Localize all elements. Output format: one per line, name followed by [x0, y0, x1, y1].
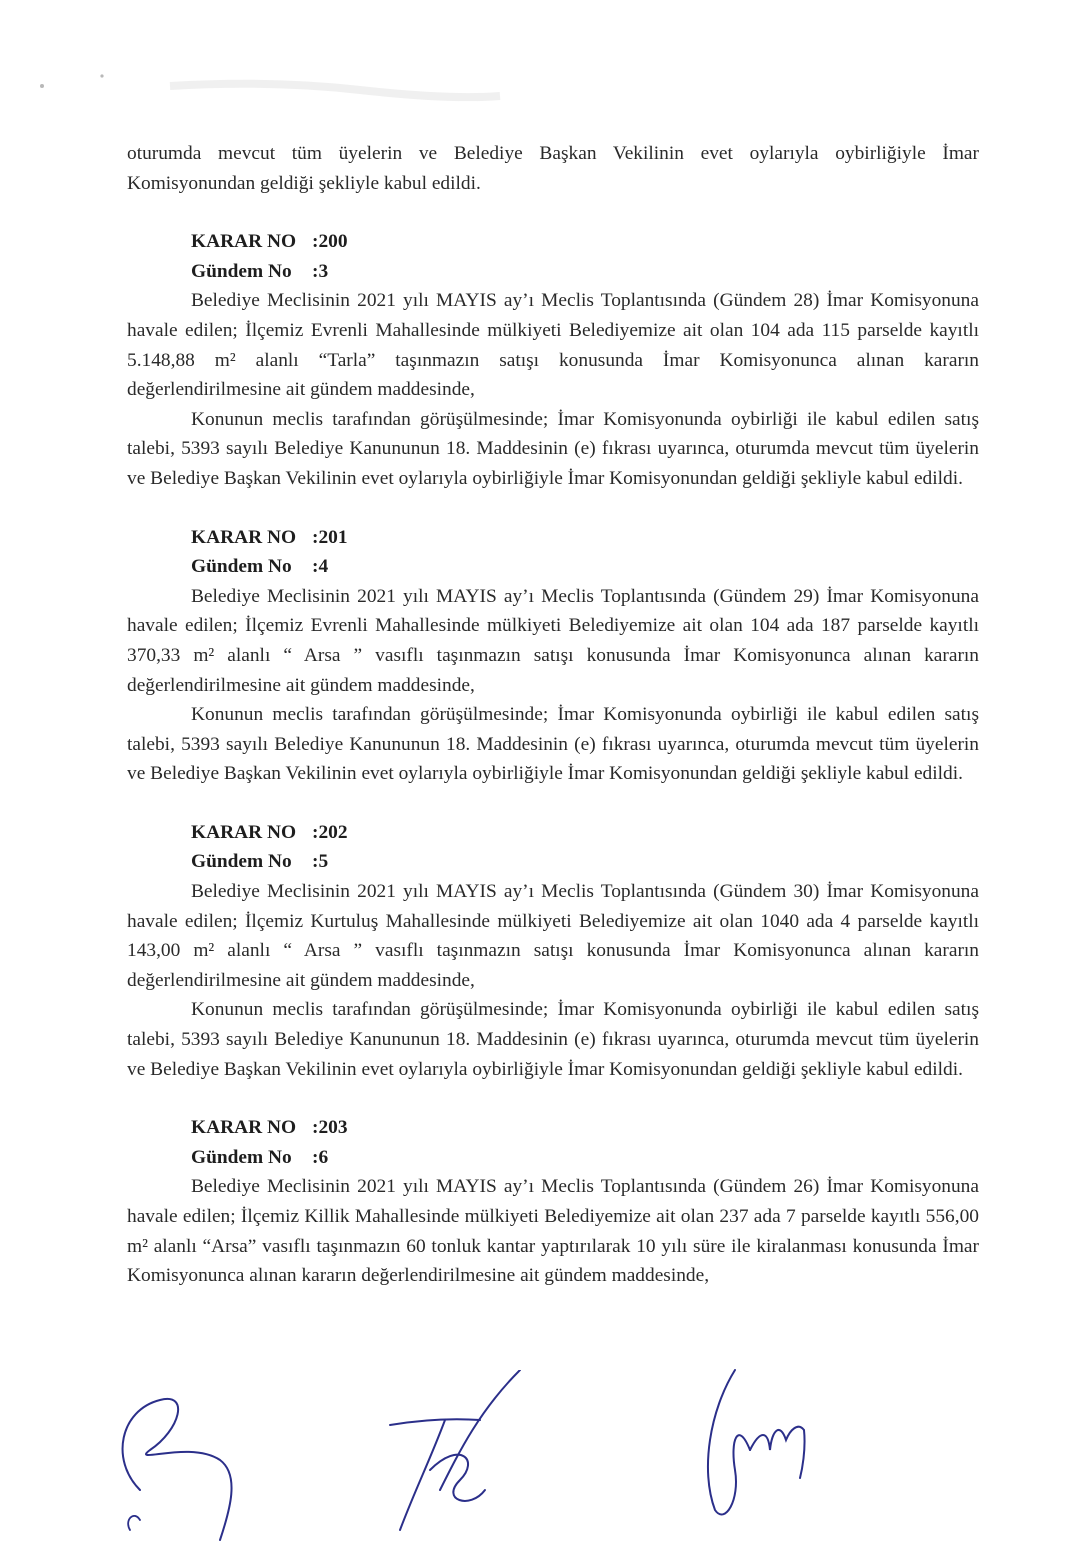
decision-block [127, 227, 979, 493]
karar-no-label: KARAR NO [191, 231, 297, 253]
gundem-no-heading [127, 552, 979, 582]
decision-result-paragraph: Konunun meclis tarafından görüşülmesinde; İmar Komisyonunda oybirliği ile kabul edilen satış talebi, 5393 sayılı Belediye Kanununun 18. Maddesinin (e) fıkrası uyarınca, oturumda mevcut tüm üyelerin ve Belediye Başkan Vekilinin evet oylarıyla oybirliğiyle İmar Komisyonundan geldiği şekliyle kabul edildi. [127, 408, 979, 489]
gundem-no-value: :3 [312, 260, 329, 282]
karar-no-heading [127, 1113, 979, 1143]
decision-paragraph: Belediye Meclisinin 2021 yılı MAYIS ay’ı Meclis Toplantısında (Gündem 26) İmar Komisyonuna havale edilen; İlçemiz Killik Mahallesinde mülkiyeti Belediyemize ait olan 237 ada 7 parselde kayıtlı 556,00 m² alanlı “Arsa” vasıflı taşınmazın 60 tonluk kantar yaptırılarak 10 yılı süre ile kiralanması konusunda İmar Komisyonunca alınan kararın değerlendirilmesine ait gündem maddesinde, [127, 1176, 979, 1287]
decision-paragraph: Belediye Meclisinin 2021 yılı MAYIS ay’ı Meclis Toplantısında (Gündem 28) İmar Komisyonuna havale edilen; İlçemiz Evrenli Mahallesinde mülkiyeti Belediyemize ait olan 104 ada 115 parselde kayıtlı 5.148,88 m² alanlı “Tarla” taşınmazın satışı konusunda İmar Komisyonunca alınan kararın değerlendirilmesine ait gündem maddesinde, [127, 290, 979, 401]
scan-artifact [30, 66, 510, 106]
gundem-no-label: Gündem No [191, 260, 292, 282]
gundem-no-value: :4 [312, 556, 329, 578]
karar-no-label: KARAR NO [191, 1117, 297, 1139]
karar-no-heading [127, 818, 979, 848]
decision-block [127, 818, 979, 1084]
decision-paragraph: Belediye Meclisinin 2021 yılı MAYIS ay’ı Meclis Toplantısında (Gündem 30) İmar Komisyonuna havale edilen; İlçemiz Kurtuluş Mahallesinde mülkiyeti Belediyemize ait olan 1040 ada 4 parselde kayıtlı 143,00 m² alanlı “ Arsa ” vasıflı taşınmazın satışı konusunda İmar Komisyonunca alınan kararın değerlendirilmesine ait gündem maddesinde, [127, 881, 979, 991]
signature-middle [370, 1370, 530, 1540]
intro-paragraph: oturumda mevcut tüm üyelerin ve Belediye Başkan Vekilinin evet oylarıyla oybirliğiyle İmar Komisyonundan geldiği şekliyle kabul edildi. [127, 143, 979, 194]
karar-no-heading [127, 523, 979, 553]
decision-paragraph: Belediye Meclisinin 2021 yılı MAYIS ay’ı Meclis Toplantısında (Gündem 29) İmar Komisyonuna havale edilen; İlçemiz Evrenli Mahallesinde mülkiyeti Belediyemize ait olan 104 ada 187 parselde kayıtlı 370,33 m² alanlı “ Arsa ” vasıflı taşınmazın satışı konusunda İmar Komisyonunca alınan kararın değerlendirilmesine ait gündem maddesinde, [127, 585, 979, 696]
decision-result-paragraph: Konunun meclis tarafından görüşülmesinde; İmar Komisyonunda oybirliği ile kabul edilen satış talebi, 5393 sayılı Belediye Kanununun 18. Maddesinin (e) fıkrası uyarınca, oturumda mevcut tüm üyelerin ve Belediye Başkan Vekilinin evet oylarıyla oybirliğiyle İmar Komisyonundan geldiği şekliyle kabul edildi. [127, 704, 979, 785]
karar-no-value: :202 [312, 821, 348, 843]
signature-right [680, 1360, 830, 1530]
karar-no-label: KARAR NO [191, 526, 297, 548]
gundem-no-label: Gündem No [191, 556, 292, 578]
decision-block [127, 1113, 979, 1291]
gundem-no-heading [127, 1143, 979, 1173]
gundem-no-label: Gündem No [191, 1146, 292, 1168]
karar-no-value: :203 [312, 1117, 348, 1139]
karar-no-label: KARAR NO [191, 821, 297, 843]
decision-result-paragraph: Konunun meclis tarafından görüşülmesinde; İmar Komisyonunda oybirliği ile kabul edilen satış talebi, 5393 sayılı Belediye Kanununun 18. Maddesinin (e) fıkrası uyarınca, oturumda mevcut tüm üyelerin ve Belediye Başkan Vekilinin evet oylarıyla oybirliğiyle İmar Komisyonundan geldiği şekliyle kabul edildi. [127, 999, 979, 1080]
signature-left [100, 1370, 270, 1550]
karar-no-heading [127, 227, 979, 257]
decision-block [127, 523, 979, 789]
gundem-no-label: Gündem No [191, 851, 292, 873]
gundem-no-value: :5 [312, 851, 329, 873]
gundem-no-heading [127, 257, 979, 287]
gundem-no-heading [127, 847, 979, 877]
signature-area [0, 1350, 1089, 1549]
gundem-no-value: :6 [312, 1146, 329, 1168]
karar-no-value: :200 [312, 231, 348, 253]
karar-no-value: :201 [312, 526, 348, 548]
document-body [127, 139, 979, 1291]
